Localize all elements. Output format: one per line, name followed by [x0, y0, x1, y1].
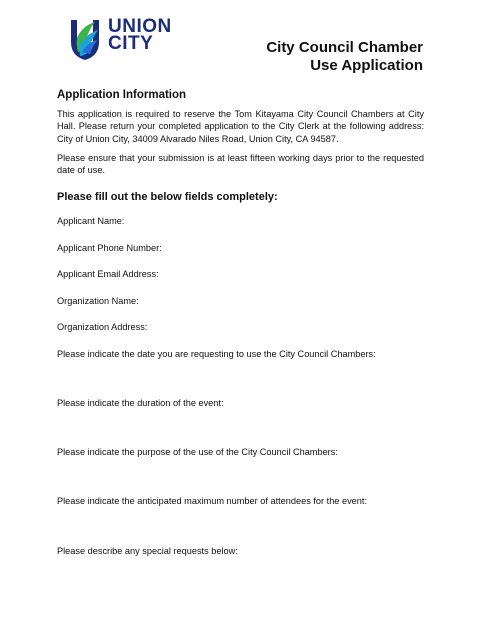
- field-applicant-name[interactable]: Applicant Name:: [57, 216, 125, 226]
- field-requested-date[interactable]: Please indicate the date you are requesting to use the City Council Chambers:: [57, 349, 376, 359]
- field-special-requests[interactable]: Please describe any special requests below:: [57, 546, 238, 556]
- info-paragraph-2: Please ensure that your submission is at least fifteen working days prior to the requested date of use.: [57, 152, 424, 176]
- info-paragraph-1: This application is required to reserve the Tom Kitayama City Council Chambers at City Hall. Please return your completed application to the City Clerk at the following address: City of Union City, 34009 Alvarado Niles Road, Union City, CA 94587.: [57, 109, 424, 144]
- info-heading: Application Information: [57, 89, 187, 101]
- field-organization-name[interactable]: Organization Name:: [57, 296, 139, 306]
- logo-line-2: CITY: [108, 33, 154, 54]
- field-event-purpose[interactable]: Please indicate the purpose of the use of the City Council Chambers:: [57, 447, 338, 457]
- field-max-attendees[interactable]: Please indicate the anticipated maximum number of attendees for the event:: [57, 496, 368, 506]
- logo-line-1: UNION: [108, 16, 172, 37]
- form-heading: Please fill out the below fields completely:: [57, 191, 278, 204]
- title-line-2: Use Application: [310, 57, 423, 74]
- field-organization-address[interactable]: Organization Address:: [57, 322, 148, 332]
- field-applicant-email[interactable]: Applicant Email Address:: [57, 269, 159, 279]
- union-city-logo: [68, 16, 188, 64]
- title-line-1: City Council Chamber: [266, 39, 423, 56]
- logo-wordmark: [108, 18, 172, 52]
- field-event-duration[interactable]: Please indicate the duration of the event:: [57, 398, 224, 408]
- field-applicant-phone[interactable]: Applicant Phone Number:: [57, 243, 162, 253]
- document-title: [266, 39, 423, 75]
- union-city-emblem-icon: [68, 16, 104, 62]
- info-section: [57, 88, 424, 204]
